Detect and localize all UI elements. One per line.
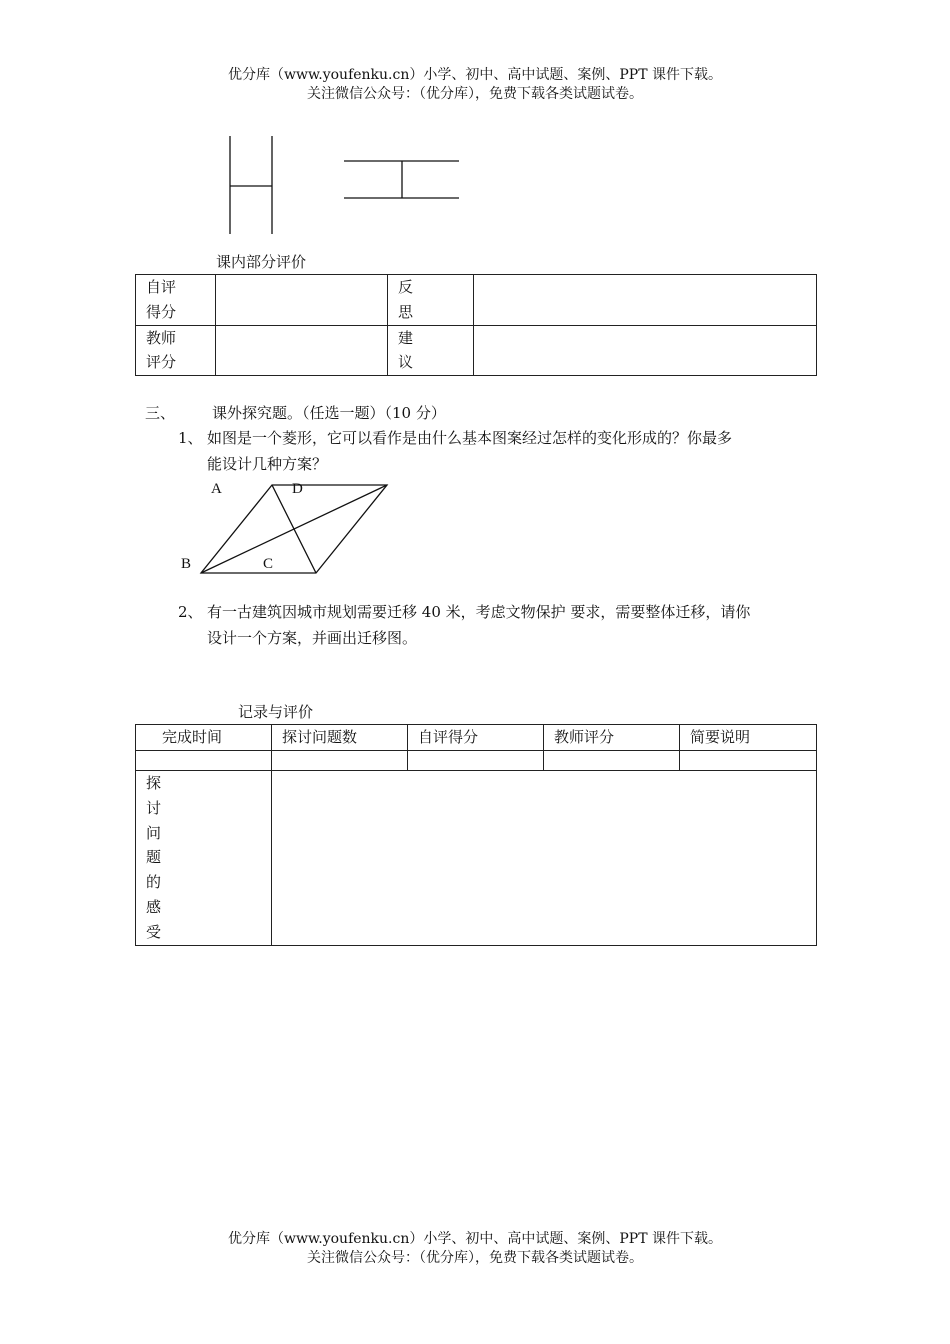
teacher-score-label: 教师 评分: [136, 325, 216, 376]
question-count-input-cell[interactable]: [272, 751, 408, 771]
header-completion-time: 完成时间: [136, 725, 272, 751]
record-eval-title: 记录与评价: [238, 703, 314, 721]
rhombus-figure: [170, 476, 400, 580]
page-footer-line-1: 优分库（www.youfenku.cn）小学、初中、高中试题、案例、PPT 课件下载。: [227, 1231, 722, 1247]
header-self-score: 自评得分: [408, 725, 544, 751]
section-3-title: 课外探究题。（任选一题）（10 分）: [212, 404, 446, 422]
brief-notes-input-cell[interactable]: [680, 751, 817, 771]
t-shape-figure: [344, 161, 459, 198]
classroom-eval-row-1: [136, 275, 817, 326]
reflection-input-cell[interactable]: [474, 275, 817, 326]
feeling-label: 探 讨 问 题 的 感 受: [136, 771, 272, 946]
question-1-line-1: 如图是一个菱形，它可以看作是由什么基本图案经过怎样的变化形成的？你最多: [207, 429, 733, 447]
question-2-number: 2、: [178, 603, 203, 621]
classroom-eval-title: 课内部分评价: [216, 253, 307, 271]
self-score-entry-cell[interactable]: [408, 751, 544, 771]
rhombus-shape: [201, 485, 387, 573]
question-2-line-2: 设计一个方案，并画出迁移图。: [207, 629, 418, 647]
line-figures: [220, 130, 470, 240]
vertex-label-c: C: [263, 556, 274, 572]
page-header-line-1: 优分库（www.youfenku.cn）小学、初中、高中试题、案例、PPT 课件下载。: [227, 67, 722, 83]
question-1-line-2: 能设计几种方案？: [207, 455, 328, 473]
page-footer-line-2: 关注微信公众号：（优分库），免费下载各类试题试卷。: [307, 1250, 643, 1266]
header-brief-notes: 简要说明: [680, 725, 817, 751]
section-3-number: 三、: [145, 404, 176, 422]
teacher-score-input-cell[interactable]: [216, 325, 388, 376]
vertex-label-b: B: [181, 556, 192, 572]
suggestion-label: 建 议: [388, 325, 474, 376]
feelings-row: [136, 771, 817, 946]
header-teacher-score: 教师评分: [544, 725, 680, 751]
vertex-label-d: D: [292, 481, 303, 497]
self-score-input-cell[interactable]: [216, 275, 388, 326]
record-eval-header-row: [136, 725, 817, 751]
self-score-label: 自评 得分: [136, 275, 216, 326]
suggestion-input-cell[interactable]: [474, 325, 817, 376]
teacher-score-entry-cell[interactable]: [544, 751, 680, 771]
record-eval-entry-row: [136, 751, 817, 771]
header-question-count: 探讨问题数: [272, 725, 408, 751]
h-shape-figure: [230, 136, 272, 234]
question-2-line-1: 有一古建筑因城市规划需要迁移 40 米，考虑文物保护 要求，需要整体迁移，请你: [207, 603, 751, 621]
classroom-eval-table: [135, 274, 817, 376]
classroom-eval-row-2: [136, 325, 817, 376]
feeling-input-cell[interactable]: [272, 771, 817, 946]
record-eval-table: [135, 724, 817, 946]
page-header-line-2: 关注微信公众号：（优分库），免费下载各类试题试卷。: [307, 86, 643, 102]
completion-time-input-cell[interactable]: [136, 751, 272, 771]
question-1-number: 1、: [178, 429, 203, 447]
reflection-label: 反 思: [388, 275, 474, 326]
vertex-label-a: A: [211, 481, 222, 497]
